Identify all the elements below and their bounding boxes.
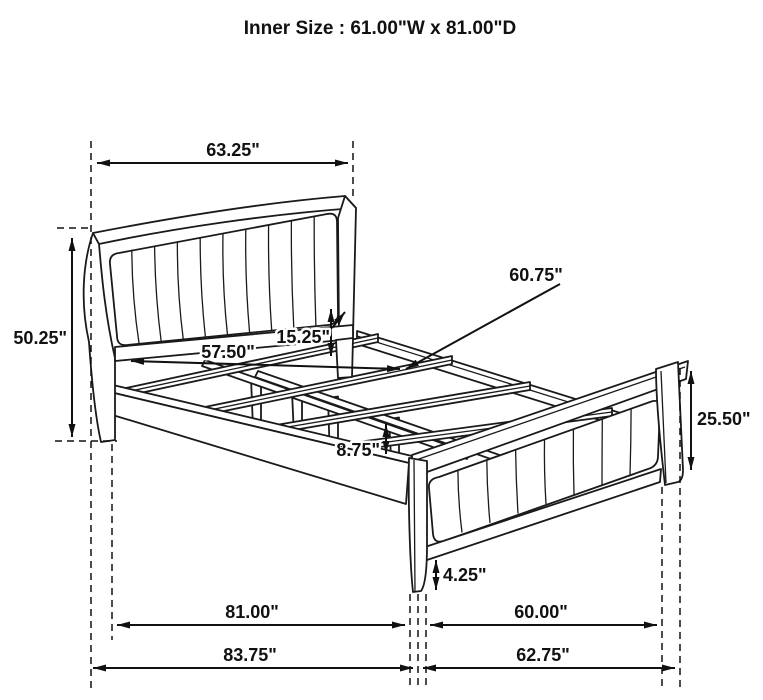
- dim-footboard-leg-height: [436, 560, 487, 590]
- dim-footboard-inner-width: [430, 602, 657, 625]
- dim-footboard-height: [691, 371, 751, 470]
- dim-headboard-height: [13, 238, 72, 437]
- footboard-right-leg: [656, 362, 683, 485]
- dim-center-leg-height: [336, 424, 386, 460]
- dim-overall-depth: [93, 645, 413, 668]
- dim-footboard-width-label: 62.75": [516, 645, 570, 665]
- dim-headboard-width: [97, 140, 348, 163]
- inner-size-title: Inner Size : 61.00"W x 81.00"D: [243, 18, 517, 39]
- dim-slat-width-label: 60.75": [509, 265, 563, 285]
- dim-inner-depth: [117, 602, 405, 625]
- dim-footboard-height-label: 25.50": [697, 409, 751, 429]
- dim-center-leg-height-label: 8.75": [336, 440, 380, 460]
- dim-headboard-height-label: 50.25": [13, 328, 67, 348]
- headboard-right-post: [336, 338, 353, 378]
- dim-overall-depth-label: 83.75": [223, 645, 277, 665]
- dim-slat-clearance-label: 15.25": [276, 327, 330, 347]
- dim-footboard-width: [423, 645, 675, 668]
- dim-footboard-leg-height-label: 4.25": [443, 565, 487, 585]
- dim-headboard-width-label: 63.25": [206, 140, 260, 160]
- dim-headboard-inner-width-label: 57.50": [201, 342, 255, 362]
- dim-inner-depth-label: 81.00": [225, 602, 279, 622]
- footboard-left-leg: [409, 458, 427, 592]
- dim-footboard-inner-width-label: 60.00": [514, 602, 568, 622]
